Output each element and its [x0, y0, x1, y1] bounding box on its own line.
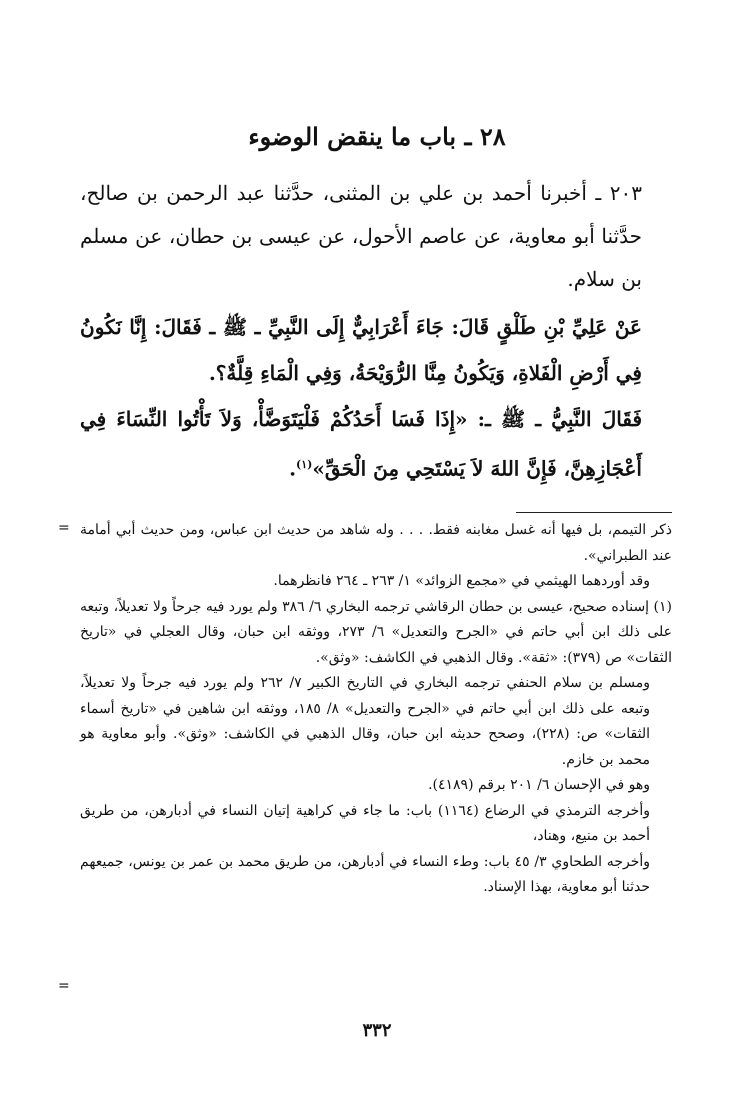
footnote-reference: (١): [296, 458, 313, 471]
footnote-line-6: وأخرجه الترمذي في الرضاع (١١٦٤) باب: ما جاء في كراهية إتيان النساء في أدبارهن، من طريق أحمد بن منيع، وهناد،: [80, 802, 650, 844]
continuation-mark-bottom: =: [58, 978, 70, 994]
footnotes: [80, 518, 672, 901]
chapter-title: ٢٨ ـ باب ما ينقض الوضوء: [248, 122, 506, 151]
hadith-end-mark: .: [289, 456, 297, 481]
hadith-matn: [80, 304, 672, 492]
isnad-text: ٢٠٣ ـ أخبرنا أحمد بن علي بن المثنى، حدَّثنا عبد الرحمن بن صالح، حدَّثنا أبو معاوية، عن عاصم الأحول، عن عيسى بن حطان، عن مسلم بن سلام.: [80, 181, 642, 291]
footnote-line-2: وقد أوردهما الهيثمي في «مجمع الزوائد» ١/ ٢٦٣ ـ ٢٦٤ فانظرهما.: [273, 573, 650, 589]
footnote-line-4: ومسلم بن سلام الحنفي ترجمه البخاري في التاريخ الكبير ٧/ ٢٦٢ ولم يورد فيه جرحاً ولا تعديلاً، وتبعه على ذلك ابن أبي حاتم في «الجرح والتعديل» ٨/ ١٨٥، ووثقه ابن شاهين في «تاريخ أسماء الثقات» ص: (٢٢٨)، وصحح حديثه ابن حبان، وقال الذهبي في الكاشف: «وثق». وأبو معاوية هو محمد بن خازم.: [80, 675, 651, 768]
footnote-1: (١) إسناده صحيح، عيسى بن حطان الرقاشي ترجمه البخاري ٦/ ٣٨٦ ولم يورد فيه جرحاً ولا تعديلاً، وتبعه على ذلك ابن أبي حاتم في «الجرح والتعديل» ٦/ ٢٧٣، ووثقه ابن حبان، وقال العجلي في «تاريخ الثقات» ص (٣٧٩): «ثقة». وقال الذهبي في الكاشف: «وثق».: [80, 598, 672, 666]
page-number: ٣٣٢: [362, 1020, 392, 1041]
footnote-line-7: وأخرجه الطحاوي ٣/ ٤٥ باب: وطء النساء في أدبارهن، من طريق محمد بن عمر بن يونس، جميعهم حدثنا أبو معاوية، بهذا الإسناد.: [80, 853, 650, 895]
footnote-line-1: ذكر التيمم، بل فيها أنه غسل مغابنه فقط. . . . وله شاهد من حديث ابن عباس، ومن حديث أبي أمامة عند الطبراني».: [80, 522, 672, 564]
footnote-line-5: وهو في الإحسان ٦/ ٢٠١ برقم (٤١٨٩).: [428, 777, 650, 793]
continuation-mark-top: =: [58, 520, 70, 536]
hadith-paragraph-2: [80, 396, 672, 492]
hadith-paragraph-1: عَنْ عَلِيِّ بْنِ طَلْقٍ قَالَ: جَاءَ أَعْرَابِيٌّ إِلَى النَّبِيِّ ـ ﷺ ـ فَقَالَ: إِنَّا نَكُونُ فِي أَرْضِ الْفَلاةِ، وَيَكُونُ مِنَّا الرُّوَيْحَةُ، وَفِي الْمَاءِ قِلَّةٌ؟.: [80, 315, 642, 385]
hadith-isnad-paragraph: [80, 172, 672, 301]
hadith-paragraph-2-text: فَقَالَ النَّبِيُّ ـ ﷺ ـ: «إِذَا فَسَا أَحَدُكُمْ فَلْيَتَوَضَّأْ، وَلاَ تَأْتُوا النِّسَاءَ فِي أَعْجَازِهِنَّ، فَإِنَّ اللهَ لاَ يَسْتَحِي مِنَ الْحَقِّ»: [80, 407, 642, 481]
footnote-separator: [516, 512, 672, 513]
